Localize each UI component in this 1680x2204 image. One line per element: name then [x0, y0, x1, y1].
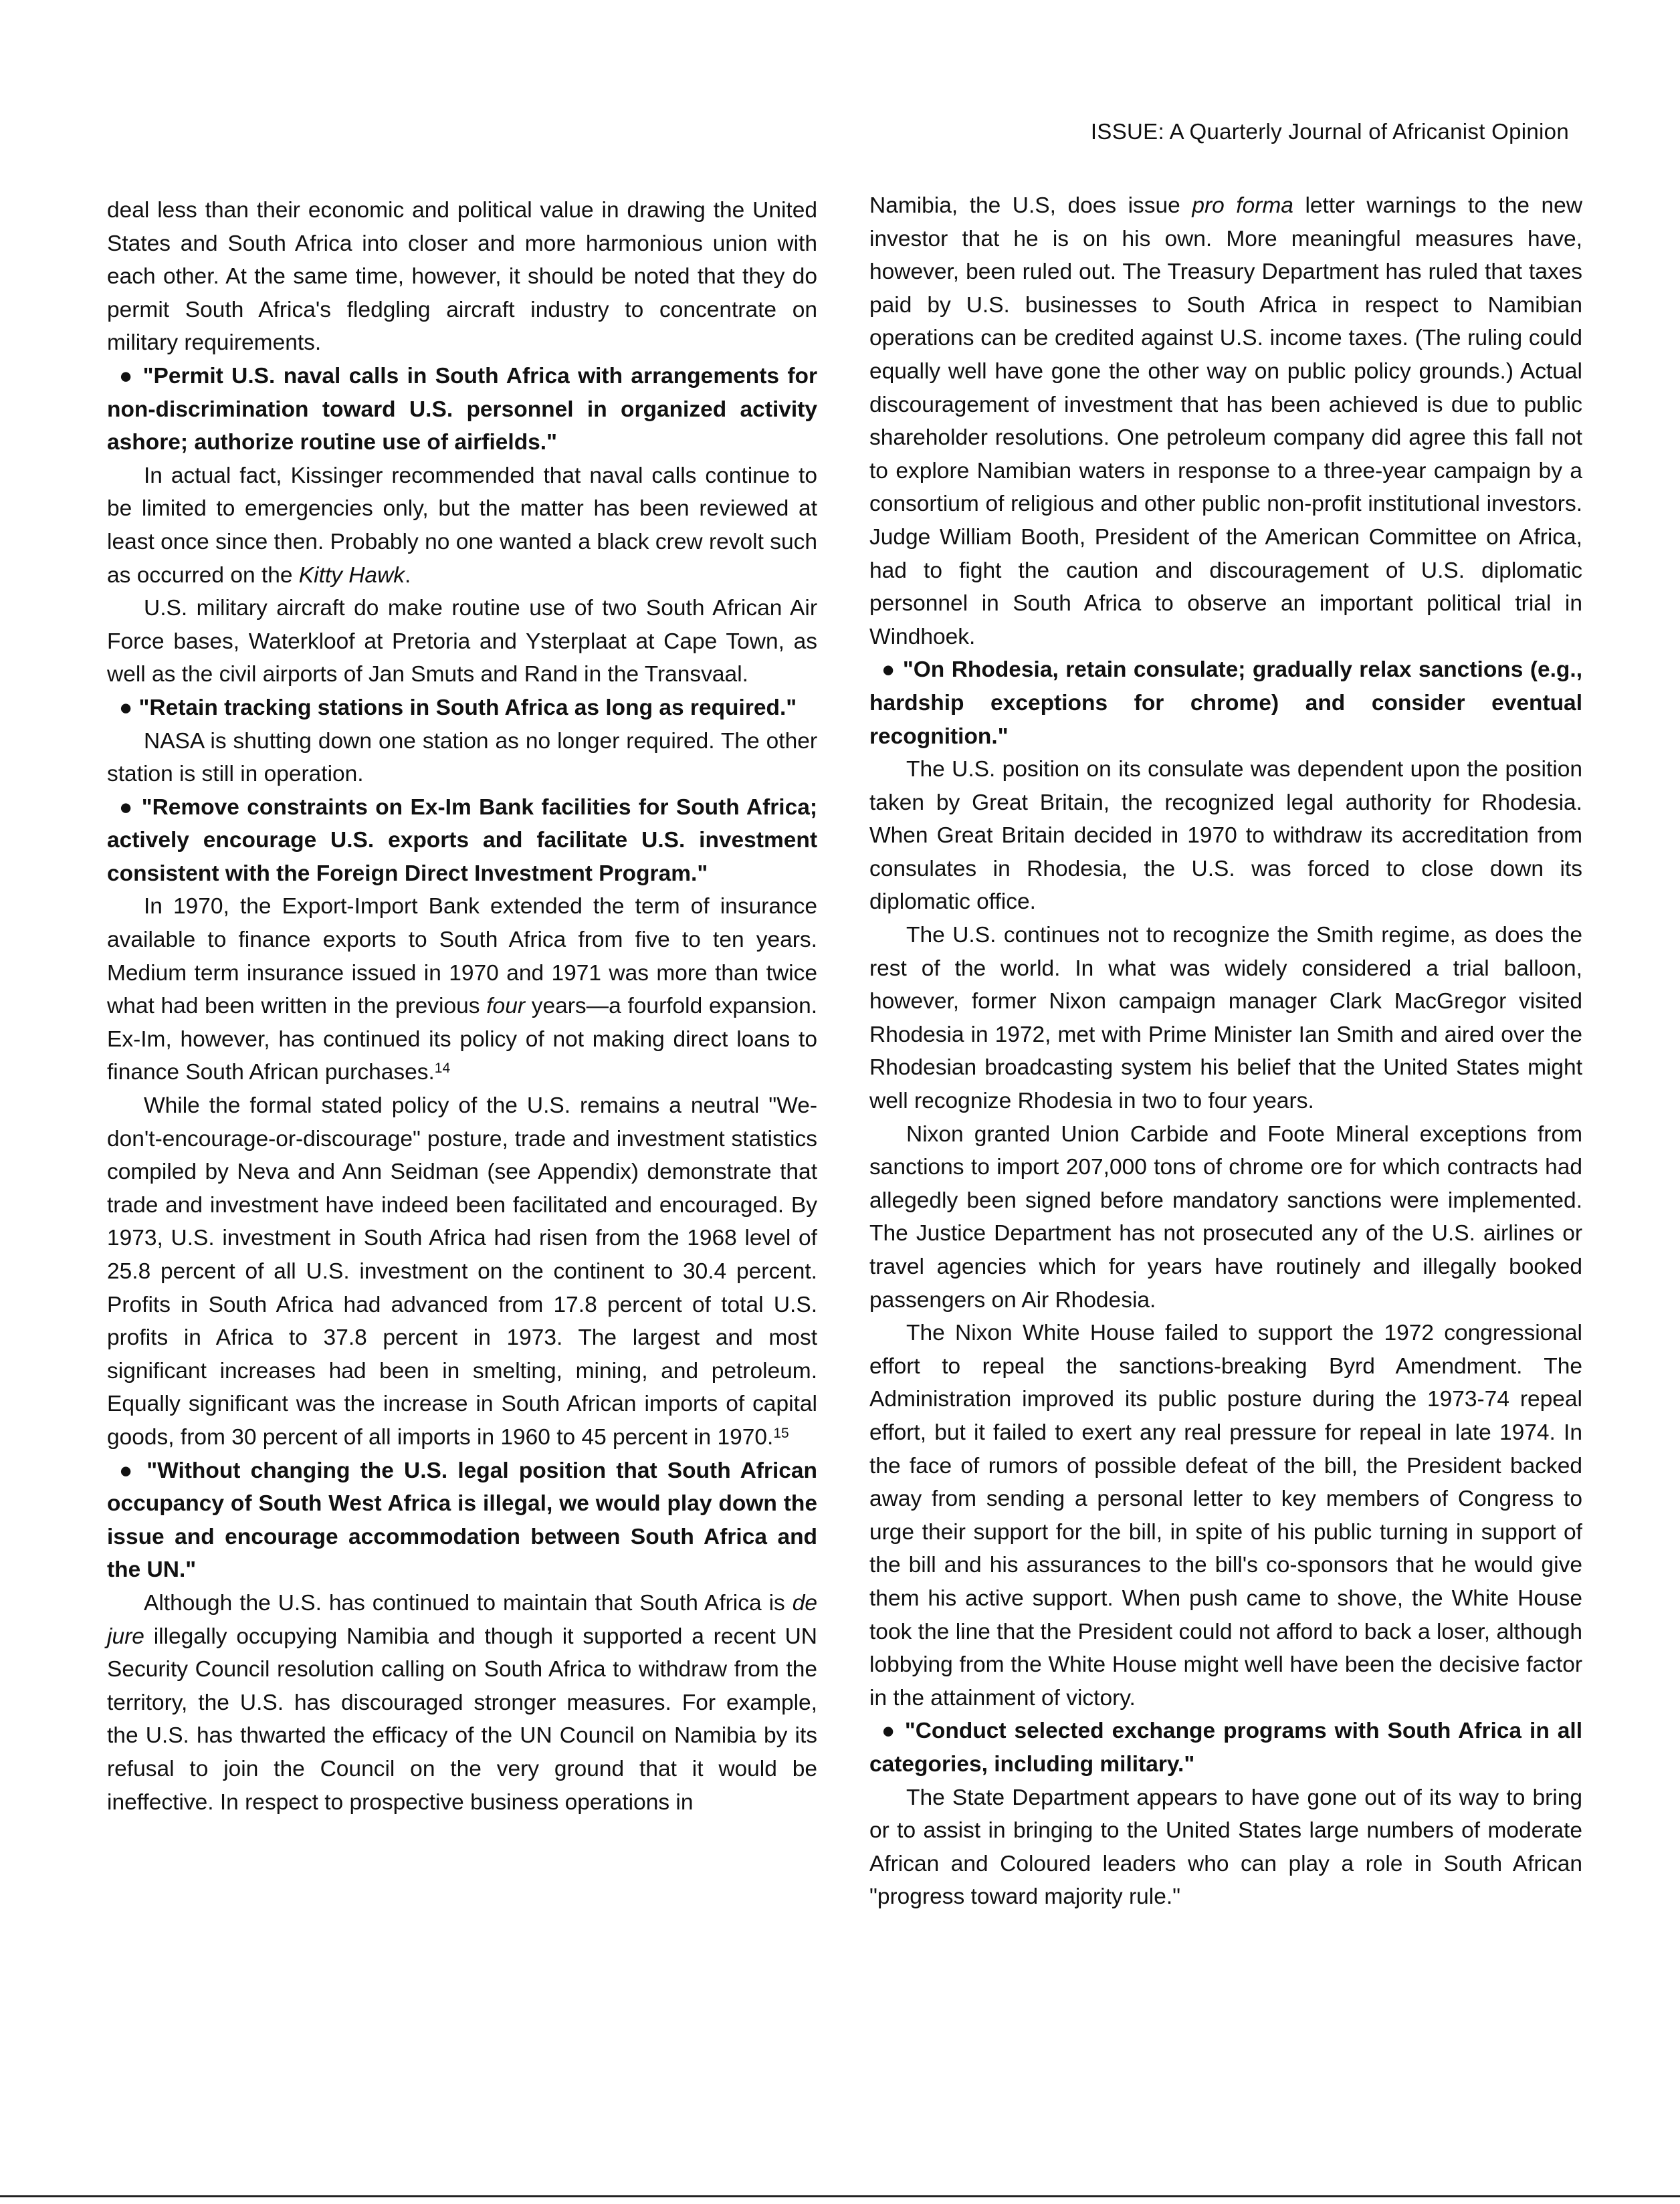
paragraph: Although the U.S. has continued to maintain that South Africa is de jure illegally occupying Namibia and though it supported a recent UN Security Council resolution calling on South Africa to withdraw from the territory, the U.S. has discouraged stronger measures. For example, the U.S. has thwarted the efficacy of the UN Council on Namibia by its refusal to join the Council on the very ground that it would be ineffective. In respect to prospective business operations in [107, 1590, 817, 1815]
recommendation-quote: ● "Without changing the U.S. legal position that South African occupancy of South West Africa is illegal, we would play down the issue and encourage accommodation between South Africa and the UN." [107, 1458, 817, 1583]
bottom-rule [0, 2195, 1680, 2197]
paragraph: The Nixon White House failed to support the 1972 congressional effort to repeal the sanctions-breaking Byrd Amendment. The Administration improved its public posture during the 1973-74 repeal effort, but it failed to exert any real pressure for repeal in late 1974. In the face of rumors of possible defeat of the bill, the President backed away from sending a personal letter to key members of Congress to urge their support for the bill, in spite of his public turning in support of the bill and his assurances to the bill's co-sponsors that he would give them his active support. When push came to shove, the White House took the line that the President could not afford to back a loser, although lobbying from the White House might well have been the decisive factor in the attainment of victory. [869, 1321, 1582, 1711]
paragraph: Nixon granted Union Carbide and Foote Mineral exceptions from sanctions to import 207,000 tons of chrome ore for which contracts had allegedly been signed before mandatory sanctions were implemented. The Justice Department has not prosecuted any of the U.S. airlines or travel agencies which for years have routinely and illegally booked passengers on Air Rhodesia. [869, 1121, 1582, 1313]
footnote-ref: 14 [434, 1061, 451, 1077]
right-column [869, 189, 1582, 1914]
emphasis: four [486, 994, 525, 1019]
emphasis: de jure [107, 1590, 817, 1649]
paragraph: The U.S. position on its consulate was dependent upon the position taken by Great Britain, the recognized legal authority for Rhodesia. When Great Britain decided in 1970 to withdraw its accreditation from consulates in Rhodesia, the U.S. was forced to close down its diplomatic office. [869, 757, 1582, 915]
paragraph: The State Department appears to have gone out of its way to bring or to assist in bringing to the United States large numbers of moderate African and Coloured leaders who can play a role in South African "progress toward majority rule." [869, 1785, 1582, 1910]
paragraph: U.S. military aircraft do make routine use of two South African Air Force bases, Waterkloof at Pretoria and Ysterplaat at Cape Town, as well as the civil airports of Jan Smuts and Rand in the Transvaal. [107, 596, 817, 687]
bullet-icon: ● [119, 695, 139, 720]
ship-name: Kitty Hawk [298, 562, 405, 588]
footnote-ref: 15 [773, 1425, 789, 1441]
bullet-icon: ● [119, 363, 143, 389]
paragraph: deal less than their economic and political value in drawing the United States and South Africa into closer and more harmonious union with each other. At the same time, however, it should be noted that they do permit South Africa's fledgling aircraft industry to concentrate on military requirements. [107, 198, 817, 356]
running-header: ISSUE: A Quarterly Journal of Africanist Opinion [1090, 119, 1569, 144]
paragraph: While the formal stated policy of the U.S. remains a neutral "We-don't-encourage-or-discourage" posture, trade and investment statistics compiled by Neva and Ann Seidman (see Appendix) demonstrate that trade and investment have indeed been facilitated and encouraged. By 1973, U.S. investment in South Africa had risen from the 1968 level of 25.8 percent of all U.S. investment on the continent to 30.4 percent. Profits in South Africa had advanced from 17.8 percent of total U.S. profits in Africa to 37.8 percent in 1973. The largest and most significant increases had been in smelting, mining, and petroleum. Equally significant was the increase in South African imports of capital goods, from 30 percent of all imports in 1960 to 45 percent in 1970.15 [107, 1093, 817, 1450]
bullet-icon: ● [881, 1719, 905, 1744]
paragraph: NASA is shutting down one station as no longer required. The other station is still in operation. [107, 728, 817, 787]
recommendation-quote: ● "Conduct selected exchange programs with South Africa in all categories, including military." [869, 1719, 1582, 1777]
recommendation-quote: ● "On Rhodesia, retain consulate; gradually relax sanctions (e.g., hardship exceptions for chrome) and consider eventual recognition." [869, 657, 1583, 749]
paragraph: Namibia, the U.S, does issue pro forma letter warnings to the new investor that he is on his own. More meaningful measures have, however, been ruled out. The Treasury Department has ruled that taxes paid by U.S. businesses to South Africa in respect to Namibian operations can be credited against U.S. income taxes. (The ruling could equally well have gone the other way on public policy grounds.) Actual discouragement of investment that has been achieved is due to public shareholder resolutions. One petroleum company did agree this fall not to explore Namibian waters in response to a three-year campaign by a consortium of religious and other public non-profit institutional investors. Judge William Booth, President of the American Committee on Africa, had to fight the caution and discouragement of U.S. diplomatic personnel in South Africa to observe an important political trial in Windhoek. [869, 193, 1583, 649]
bullet-icon: ● [119, 794, 142, 820]
recommendation-quote: ● "Retain tracking stations in South Africa as long as required." [119, 695, 797, 720]
paragraph: In actual fact, Kissinger recommended that naval calls continue to be limited to emergencies only, but the matter has been reviewed at least once since then. Probably no one wanted a black crew revolt such as occurred on the Kitty Hawk. [107, 463, 817, 588]
bullet-icon: ● [119, 1458, 147, 1483]
recommendation-quote: ● "Permit U.S. naval calls in South Africa with arrangements for non-discrimination toward U.S. personnel in organized activity ashore; authorize routine use of airfields." [107, 363, 818, 455]
left-column [107, 194, 817, 1819]
emphasis: pro forma [1192, 193, 1293, 218]
paragraph: In 1970, the Export-Import Bank extended the term of insurance available to finance exports to South Africa from five to ten years. Medium term insurance issued in 1970 and 1971 was more than twice what had been written in the previous four years—a fourfold expansion. Ex-Im, however, has continued its policy of not making direct loans to finance South African purchases.$^{14}$ [107, 894, 818, 1085]
recommendation-quote: ● "Remove constraints on Ex-Im Bank facilities for South Africa; actively encourage U.S. exports and facilitate U.S. investment consistent with the Foreign Direct Investment Program." [107, 794, 818, 886]
paragraph: The U.S. continues not to recognize the Smith regime, as does the rest of the world. In what was widely considered a trial balloon, however, former Nixon campaign manager Clark MacGregor visited Rhodesia in 1972, met with Prime Minister Ian Smith and aired over the Rhodesian broadcasting system his belief that the United States might well recognize Rhodesia in two to four years. [869, 923, 1582, 1114]
bullet-icon: ● [881, 657, 903, 683]
